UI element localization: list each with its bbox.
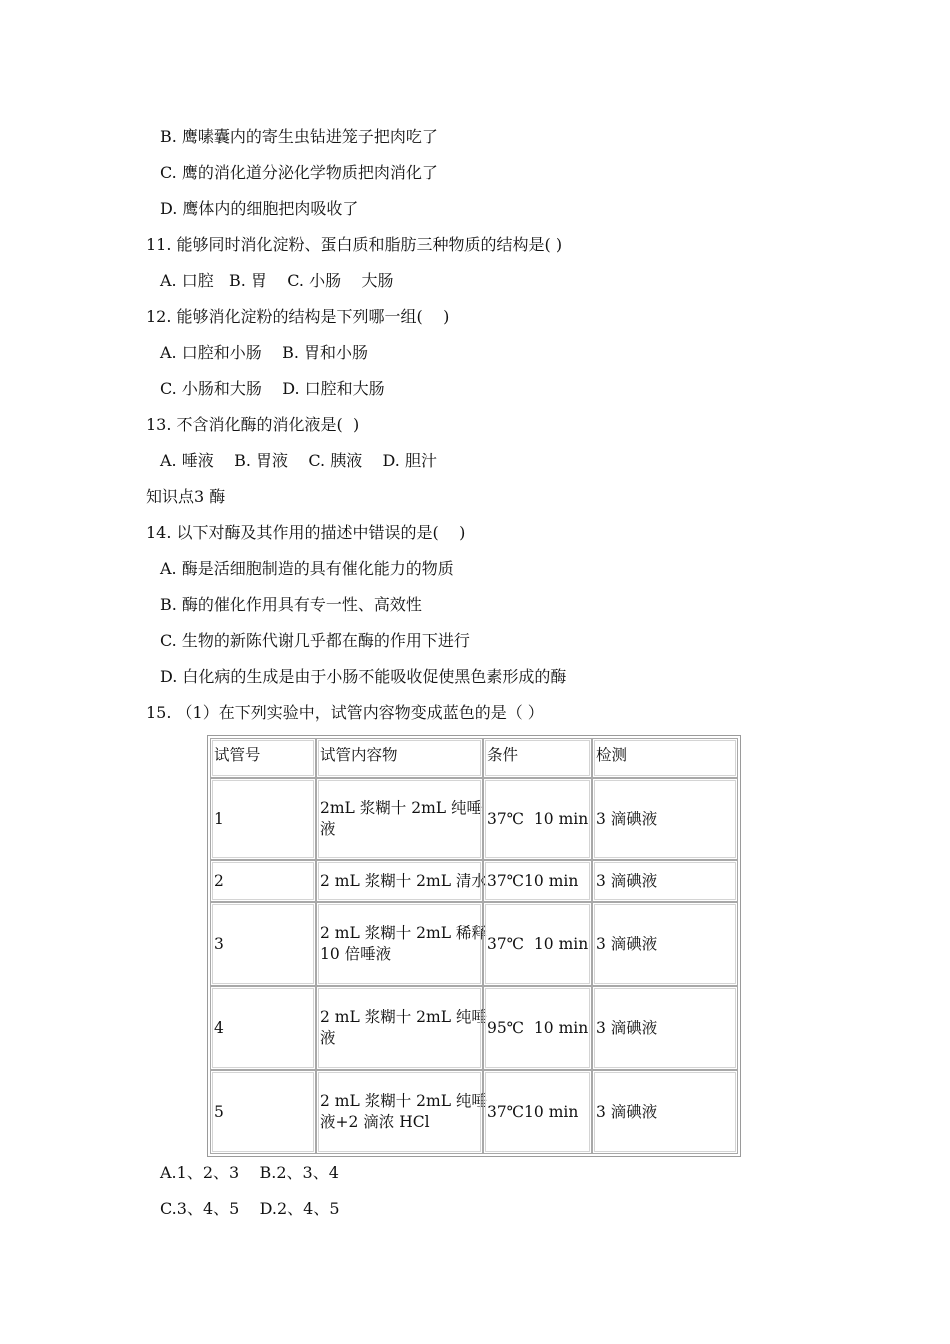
table-cell: 3 滴碘液 [592, 986, 738, 1070]
table-header-cell: 试管内容物 [316, 738, 483, 778]
table-cell: 2 mL 浆糊十 2mL 纯唾 液 [316, 986, 483, 1070]
table-row: 5 [210, 1070, 316, 1154]
table-cell: 37℃10 min [483, 860, 592, 902]
q10-option-d: D. 鹰体内的细胞把肉吸收了 [160, 199, 359, 218]
table-cell: 2 mL 浆糊十 2mL 纯唾 液+2 滴浓 HCl [316, 1070, 483, 1154]
q14-option-c: C. 生物的新陈代谢几乎都在酶的作用下进行 [160, 631, 470, 650]
q14-option-d: D. 白化病的生成是由于小肠不能吸收促使黑色素形成的酶 [160, 667, 567, 686]
q10-option-c: C. 鹰的消化道分泌化学物质把肉消化了 [160, 163, 438, 182]
q11-options: A. 口腔 B. 胃 C. 小肠 大肠 [160, 271, 394, 290]
experiment-table [207, 735, 741, 1157]
table-cell: 2 mL 浆糊十 2mL 稀释 10 倍唾液 [316, 902, 483, 986]
q14-stem: 14. 以下对酶及其作用的描述中错误的是( ) [146, 523, 466, 542]
table-cell: 37℃ 10 min [483, 778, 592, 860]
table-cell: 95℃ 10 min [483, 986, 592, 1070]
table-row: 2 [210, 860, 316, 902]
q11-stem: 11. 能够同时消化淀粉、蛋白质和脂肪三种物质的结构是( ) [146, 235, 563, 254]
table-cell: 3 滴碘液 [592, 902, 738, 986]
table-header-cell: 试管号 [210, 738, 316, 778]
table-row: 1 [210, 778, 316, 860]
table-row: 3 [210, 902, 316, 986]
section-title: 知识点3 酶 [146, 487, 226, 506]
table-cell: 2mL 浆糊十 2mL 纯唾 液 [316, 778, 483, 860]
table-cell: 37℃10 min [483, 1070, 592, 1154]
table-header-cell: 条件 [483, 738, 592, 778]
q10-option-b: B. 鹰嗉囊内的寄生虫钻进笼子把肉吃了 [160, 127, 438, 146]
table-cell: 3 滴碘液 [592, 778, 738, 860]
q15-options-row1: A.1、2、3 B.2、3、4 [160, 1163, 339, 1182]
q15-options-row2: C.3、4、5 D.2、4、5 [160, 1199, 340, 1218]
q13-stem: 13. 不含消化酶的消化液是( ) [146, 415, 360, 434]
table-cell: 2 mL 浆糊十 2mL 清水 [316, 860, 483, 902]
table-cell: 37℃ 10 min [483, 902, 592, 986]
q15-stem: 15. （1）在下列实验中，试管内容物变成蓝色的是（ ） [146, 703, 544, 722]
q14-option-a: A. 酶是活细胞制造的具有催化能力的物质 [160, 559, 454, 578]
q13-options: A. 唾液 B. 胃液 C. 胰液 D. 胆汁 [160, 451, 437, 470]
table-cell: 3 滴碘液 [592, 1070, 738, 1154]
table-row: 4 [210, 986, 316, 1070]
table-header-cell: 检测 [592, 738, 738, 778]
q14-option-b: B. 酶的催化作用具有专一性、高效性 [160, 595, 422, 614]
q12-stem: 12. 能够消化淀粉的结构是下列哪一组( ) [146, 307, 450, 326]
q12-options-row1: A. 口腔和小肠 B. 胃和小肠 [160, 343, 369, 362]
table-cell: 3 滴碘液 [592, 860, 738, 902]
q12-options-row2: C. 小肠和大肠 D. 口腔和大肠 [160, 379, 385, 398]
